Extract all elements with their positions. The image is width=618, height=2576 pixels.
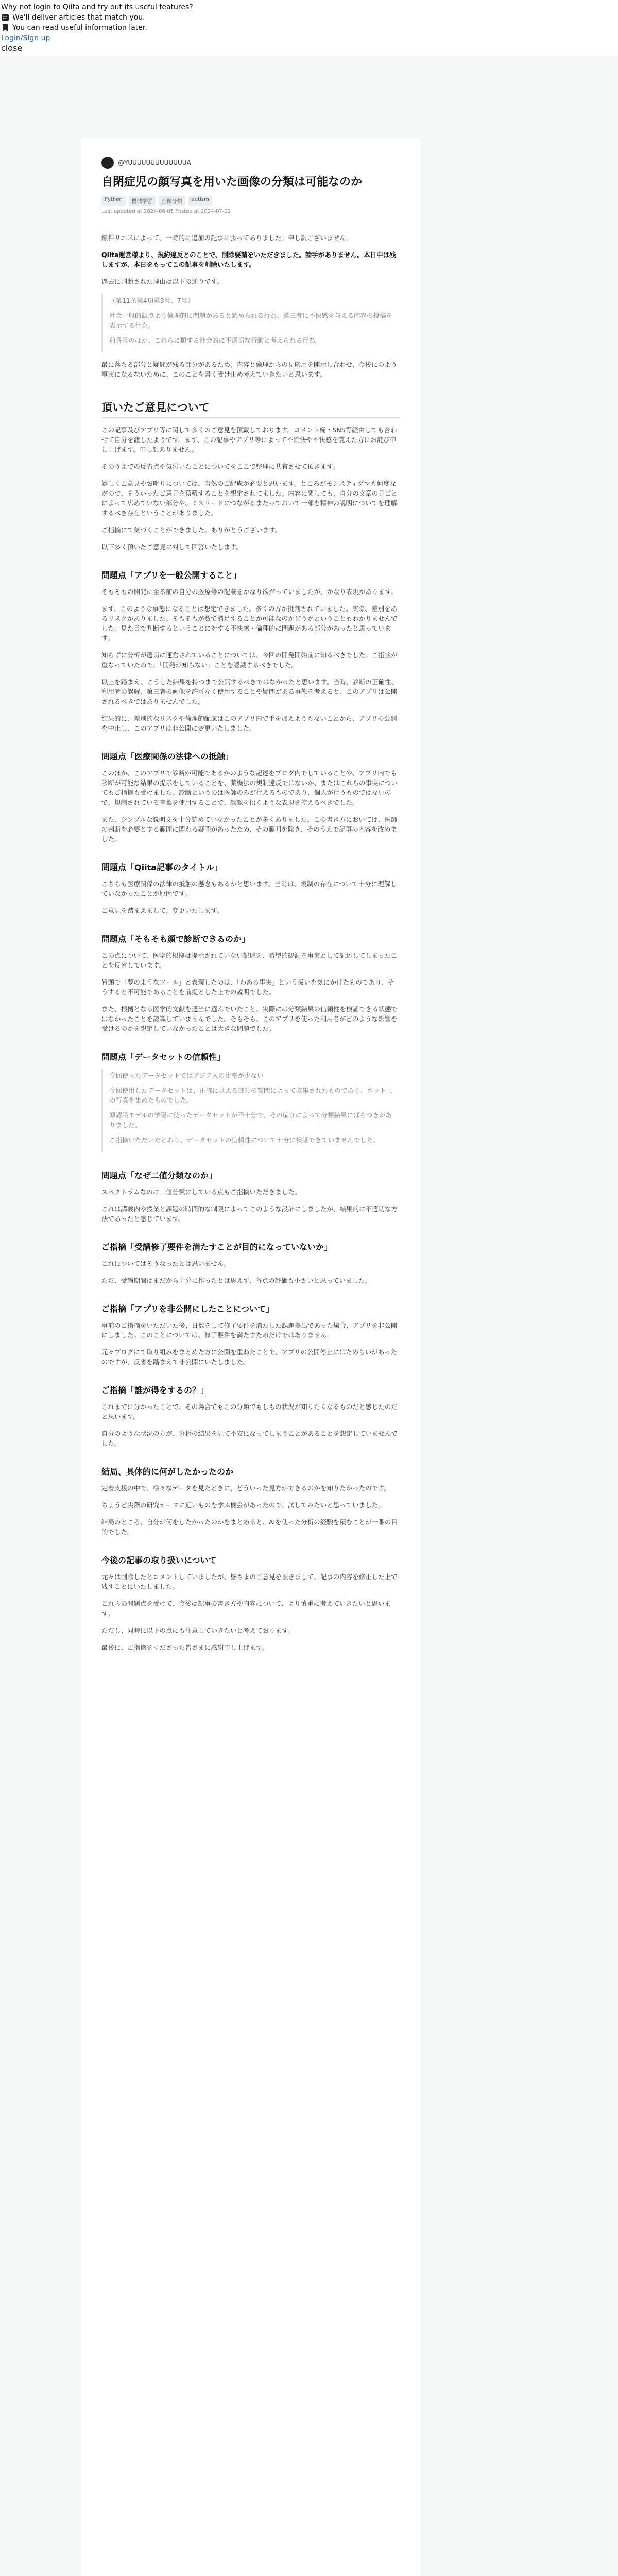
section-paragraph: 元々ブログにて取り組みをまとめた方に公開を重ねたことで、アプリの公開停止にはためらいがあったのですが、反省を踏まえて非公開にいたしました。: [101, 1348, 398, 1366]
section-quote: [101, 1069, 400, 1152]
section-heading: 問題点「医療関係の法律への抵触」: [101, 752, 234, 761]
tag-python[interactable]: Python: [101, 196, 126, 206]
intro-paragraph: [101, 250, 400, 269]
section-heading: ご指摘「受講修了要件を満たすことが目的になっていないか」: [101, 1242, 333, 1252]
promo-feature-1: [1, 12, 617, 23]
quote-line: 前各号のほか、これらに類する社会的に不適切な行動と考えられる行為。: [109, 336, 322, 344]
section-paragraph: 嬉しくご意見やお叱りについては、当然のご配慮が必要と思います。ところがモンスティグマも何度ながので、そういったご意見を頂戴することを想定されてました。内容に関しても、自分の文章の見ごとによって広めていない部分や、ミスリードにつながるまたっておいて一部を精神の説明についてを理解するべき存在ということがありました。: [101, 480, 398, 517]
feed-icon: [1, 13, 9, 22]
intro-paragraph: 線件リエスによって、一時的に追加の記事に張ってありました。申し訳ございません。: [101, 234, 353, 242]
section-paragraph: これは講義内や授業と課題の時間的な制限によってこのような設計にしましたが、結果的に不適切な方法であったと感じています。: [101, 1205, 398, 1223]
close-button[interactable]: close: [1, 43, 23, 53]
section-paragraph: 以下多く頂いたご意見に対して回答いたします。: [101, 543, 243, 551]
section-paragraph: また、シンプルな説明文を十分読めていなかったことが多くありました。この書き方においては、医師の判断を必要とする範囲に関わる疑問があったため、その範囲を除き、そのうえで記事の内容を改めました。: [101, 816, 398, 843]
article-body: [101, 233, 400, 1652]
quote-line: 社会一般的観点より倫理的に問題があると認められる行為、第三者に不快感を与える内容の投稿を表示する行為。: [109, 312, 393, 329]
promo-feature-text: We'll deliver articles that match you.: [12, 13, 145, 22]
terms-quote: [101, 294, 400, 352]
intro-bold: Qiita運営様より、規約違反とのことで、削除要請をいただきました。論手がありません。本日中は残しますが、本日をもってこの記事を削除いたします。: [101, 251, 396, 268]
author-name[interactable]: @YUUUUUUUUUUUUUA: [118, 159, 191, 166]
section-paragraph: 以上を踏まえ、こうした結果を持つまで公開するべきではなかったと思います。当時、診断の正確性、利用者の誤解、第三者の画像を許可なく使用することや疑問がある事態を考えると、このアプリは公開されるべきではありませんでした。: [101, 678, 398, 705]
section-paragraph: まず、このような事態になることは想定できました。多くの方が批判されていました。実際、差別をあるリスクがありました。そもそもが数で満足することが可能なのかどうかということもわかりませんでした。見た目で判断するということに対する不快感・倫理的に問題がある部分があったと思っています。: [101, 605, 398, 642]
tag-ml[interactable]: 機械学習: [129, 196, 156, 206]
section-paragraph: この記事及びアプリ等に関して多くのご意見を頂戴しております。コメント欄・SNS等経由しても合わせて自分を渡したようです。まず、この記事やアプリ等によって不愉快や不快感を覚えた方にお詫び申し上げます。申し訳ありません。: [101, 426, 397, 453]
section-paragraph: 自分のような状況の方が、分析の結果を見て不安になってしまうことがあることを想定していませんでした。: [101, 1430, 398, 1447]
section-paragraph: そもそもの開発に至る前の自分の医療等の記載をかなり欲がっていましたが、かなり表現があります。: [101, 588, 398, 596]
article-title: 自閉症児の顔写真を用いた画像の分類は可能なのか: [101, 176, 363, 189]
section-paragraph: 定着支援の中で、様々なデータを見たときに、どういった見方ができるのかを知りたかったのです。: [101, 1484, 391, 1492]
promo-heading: Why not login to Qiita and try out its useful features?: [1, 3, 193, 11]
section-heading: 問題点「なぜ二値分類なのか」: [101, 1171, 217, 1180]
intro-paragraph: 過去に判断された理由は以下の通りです。: [101, 278, 224, 285]
section-heading: 問題点「そもそも顔で診断できるのか」: [101, 934, 250, 944]
tag-image-classification[interactable]: 画像分類: [159, 196, 185, 206]
section-paragraph: ただし、同時に以下の点にも注意していきたいと考えております。: [101, 1626, 295, 1634]
section-paragraph: ただ、受講期間はまだから十分に作ったとは思えず、各点の評価も小さいと思っていました。: [101, 1277, 372, 1284]
article-dates: Last updated at 2024-06-05 Posted at 2024-07-12: [101, 209, 231, 214]
section-heading: 問題点「データセットの信頼性」: [101, 1052, 226, 1062]
bookmark-icon: [1, 24, 9, 32]
tag-list: [101, 196, 400, 206]
article-sections: [101, 400, 400, 1652]
avatar[interactable]: [101, 157, 114, 169]
promo-feature-text: You can read useful information later.: [12, 24, 147, 32]
section-paragraph: 冒頭で「夢のようなツール」と表現したのは、「わある事実」という扱いを気にかけたものであり、そうすると不可能であることを前提とした上での説明でした。: [101, 978, 394, 996]
section-paragraph: 結果的に、差別的なリスクや倫理的配慮はこのアプリ内で手を加えようもないことから、アプリの公開を中止し、このアプリは非公開に変更いたしました。: [101, 715, 397, 732]
section-paragraph: 元々は削除したとコメントしていましたが、皆さまのご意見を頂きまして、記事の内容を修正した上で残すことにいたしました。: [101, 1573, 398, 1590]
quote-line: 顔認識モデルの学習に使ったデータセットが不十分で、その偏りによって分類結果にばらつきがありました。: [109, 1111, 392, 1129]
section-paragraph: これらの問題点を受けて、今後は記事の書き方や内容について、より慎重に考えていきたいと思います。: [101, 1600, 391, 1617]
section-heading: 問題点「Qiita記事のタイトル」: [101, 862, 222, 872]
section-heading: 今後の記事の取り扱いについて: [101, 1555, 217, 1565]
login-signup-link[interactable]: Login/Sign up: [1, 34, 50, 42]
section-paragraph: スペクトラムなのに二値分類にしている点もご指摘いただきました。: [101, 1188, 301, 1196]
quote-line: 今回使用したデータセットは、正確に見える部分の質問によって収集されたものであり、ネット上の写真を集めたものでした。: [109, 1087, 393, 1104]
quote-line: （第11条第4項第3号、7号）: [109, 297, 194, 304]
section-paragraph: これまでに分かったことで、その場合でもこの分類でもしもの状況が知りたくなるものだと感じたのだと思います。: [101, 1403, 398, 1420]
tag-autism[interactable]: autism: [188, 196, 212, 206]
section-heading: 頂いたご意見について: [101, 400, 400, 418]
section-paragraph: こちらも医療関係の法律の抵触の懸念もあるかと思います。当時は、規制の存在について十分に理解していなかったことが原因です。: [101, 880, 397, 897]
section-paragraph: 結局のところ、自分が何をしたかったのかをまとめると、AIを使った分析の経験を積むことが一番の目的でした。: [101, 1518, 398, 1536]
section-heading: 結局、具体的に何がしたかったのか: [101, 1467, 234, 1477]
section-paragraph: 知らずに分析が適切に運営されていることについては、今回の開発開始前に知るべきでした。ご指摘が重なっていたので、「開発が知らない」ことを認識するべきでした。: [101, 651, 398, 669]
section-paragraph: 最後に、ご指摘をくださった皆さまに感謝申し上げます。: [101, 1643, 269, 1651]
section-paragraph: ちょうど実際の研究テーマに近いものを学ぶ機会があったので、試してみたいと思っていました。: [101, 1501, 385, 1509]
section-paragraph: そのうえでの反省点や気付いたことについてをここで整理に共有させて頂きます。: [101, 463, 339, 470]
section-heading: ご指摘「誰が得をするの？」: [101, 1385, 209, 1395]
section-paragraph: また、根拠となる医学的文献を適当に選んでいたこと、実際には分類結果の信頼性を検証できる状態ではなかったことを認識していませんでした。そもそも、このアプリを使った利用者がどのような影響を受けるのかを想定していなかったことは大きな問題でした。: [101, 1005, 398, 1032]
section-heading: 問題点「アプリを一般公開すること」: [101, 570, 242, 580]
section-paragraph: この点について、医学的根拠は提示されていない記述を、希望的観測を事実として記述してしまったことを反省しています。: [101, 952, 398, 969]
section-paragraph: 事前のご指摘をいただいた後、日数をして修了要件を満たした課題提出であった場合、アプリを非公開にしました。このことについては、修了要件を満たすためだけではありません。: [101, 1321, 398, 1339]
section-paragraph: ご指摘にて気づくことができました。ありがとうございます。: [101, 526, 282, 534]
section-paragraph: ご意見を踏まえまして、変更いたします。: [101, 907, 224, 914]
quote-line: 今回使ったデータセットではアジア人の比率が少ない: [109, 1072, 264, 1079]
article-card: [81, 138, 421, 2576]
quote-line: ご指摘いただいたとおり、データセットの信頼性について十分に検証できていませんでした。: [109, 1136, 380, 1144]
section-paragraph: このほか、このアプリで診断が可能であるかのような記述をブログ内でしていることや、アプリ内でも診断が可能な結果の提示をしていることを、薬機法の規制違反ではないか、またはこれらの事実についてもご指摘も受けました。診断というのは医師のみが行えるものであり、個人が行うものではないので、規制されている言葉を使用することで、誤認を招くような表現を控えるべきでした。: [101, 769, 398, 806]
section-heading: ご指摘「アプリを非公開にしたことについて」: [101, 1304, 274, 1314]
promo-feature-2: [1, 23, 617, 33]
login-promo-banner: [0, 0, 618, 56]
author-row[interactable]: [101, 157, 400, 169]
after-quote-paragraph: 最に落ちる部分と疑問が残る部分があるため、内容と倫理からの見応用を開示し合わせ、今後にのよう事実になるないために、このことを書く受け止め考えていきたいと思います。: [101, 361, 398, 378]
section-paragraph: これについてはそうなったとは思いません。: [101, 1260, 231, 1267]
